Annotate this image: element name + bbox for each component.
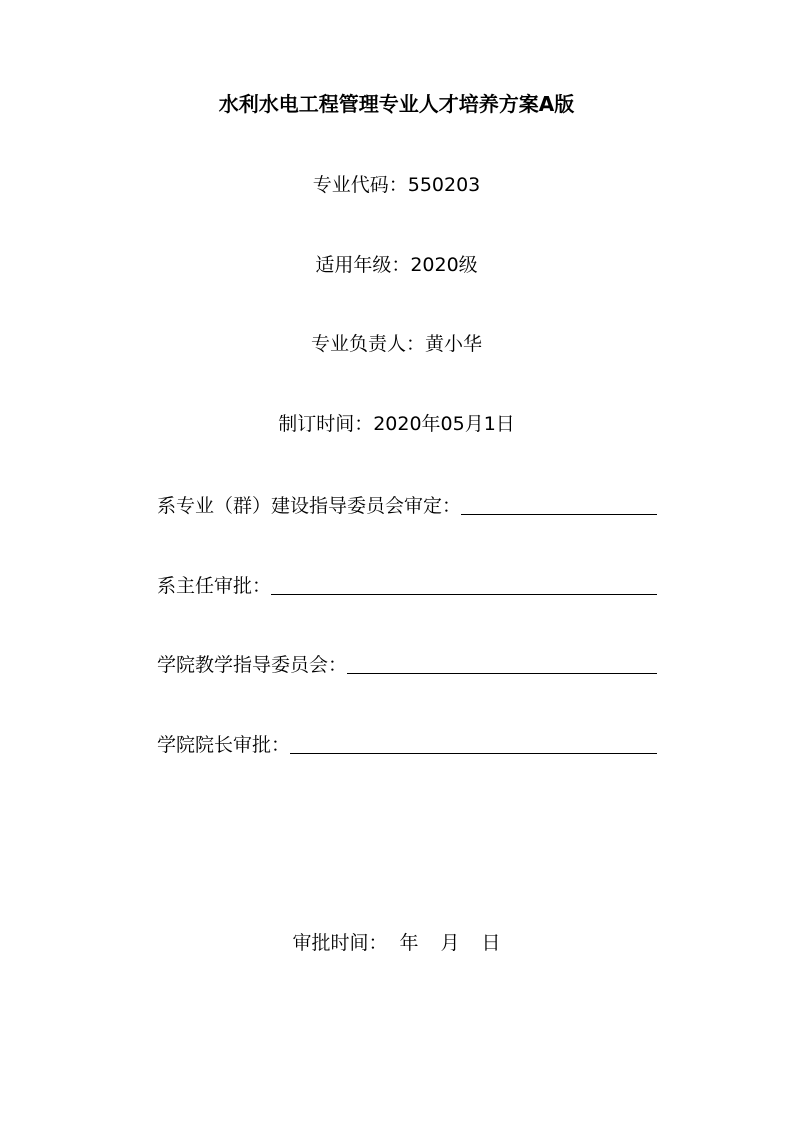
signature-blank <box>461 496 657 515</box>
signature-line-teaching-committee <box>157 653 657 677</box>
signature-blank <box>347 655 657 674</box>
signature-label: 系专业（群）建设指导委员会审定： <box>157 495 462 517</box>
approval-day: 日 <box>481 932 501 954</box>
signature-label: 系主任审批： <box>157 575 272 597</box>
approval-year: 年 <box>399 932 419 954</box>
applicable-grade: 适用年级：2020级 <box>315 254 478 276</box>
major-leader: 专业负责人：黄小华 <box>310 333 482 355</box>
document-title: 水利水电工程管理专业人才培养方案A版 <box>218 92 575 116</box>
approval-date <box>0 931 793 955</box>
major-code: 专业代码：550203 <box>312 174 481 196</box>
approval-month: 月 <box>440 932 460 954</box>
signature-label: 学院院长审批： <box>157 734 291 756</box>
signature-line-president <box>157 733 657 757</box>
revision-date: 制订时间：2020年05月1日 <box>278 413 515 435</box>
signature-line-committee-review <box>157 494 657 518</box>
signature-blank <box>271 576 657 595</box>
signature-label: 学院教学指导委员会： <box>157 654 348 676</box>
signature-line-dept-head <box>157 574 657 598</box>
approval-date-label: 审批时间： <box>292 932 388 954</box>
signature-blank <box>290 735 657 754</box>
